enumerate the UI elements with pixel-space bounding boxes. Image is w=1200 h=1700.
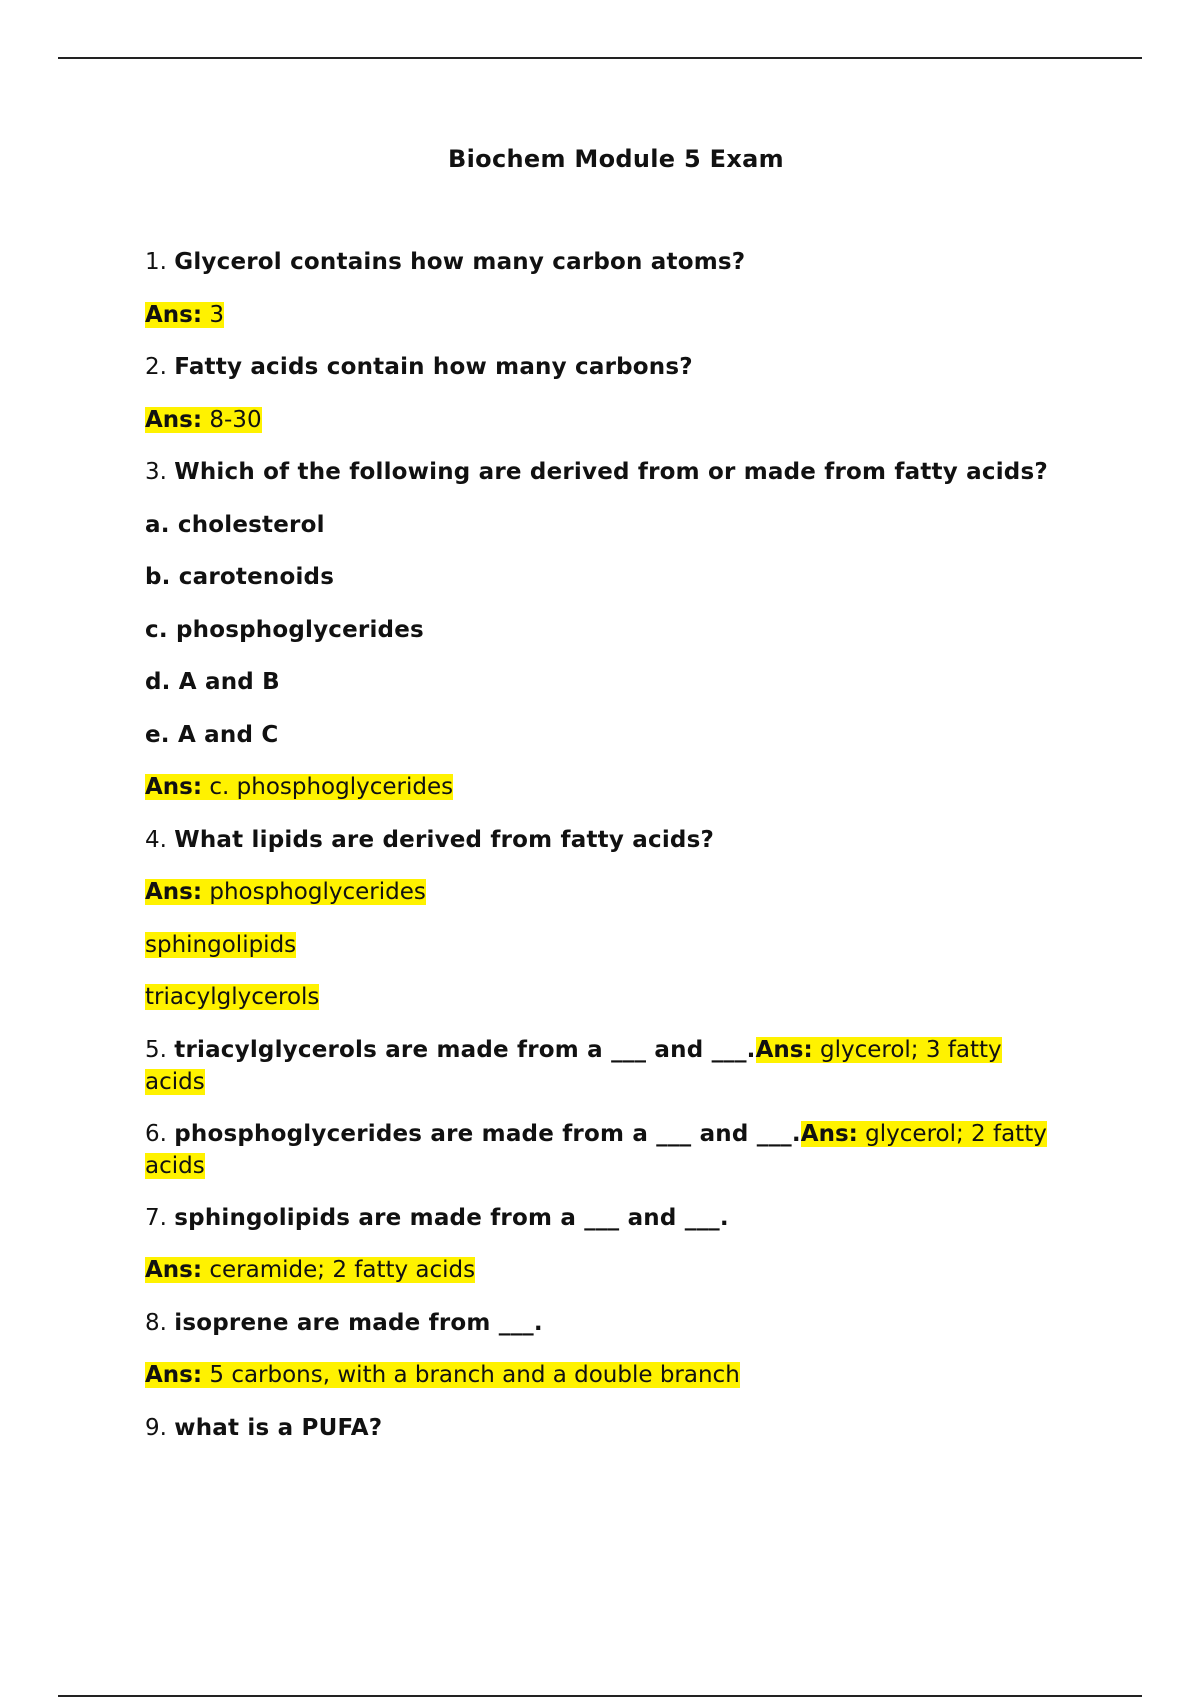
answer-label: Ans:: [145, 879, 203, 905]
answer-4-extra-1: [145, 929, 1105, 961]
question-text: What lipids are derived from fatty acids?: [174, 826, 715, 853]
option-b: b. carotenoids: [145, 564, 335, 590]
option-a: a. cholesterol: [145, 511, 325, 538]
question-number: 3.: [145, 459, 167, 485]
answer-text: glycerol; 2 fatty: [865, 1120, 1047, 1147]
answer-text: c. phosphoglycerides: [209, 774, 454, 800]
question-1: [145, 246, 1105, 278]
answer-3: [145, 771, 1105, 803]
answer-text: 3: [209, 301, 225, 328]
question-5: [145, 1034, 1105, 1098]
question-number: 2.: [145, 354, 167, 380]
question-text: phosphoglycerides are made from a ___ and ___.: [174, 1120, 801, 1147]
question-2: [145, 351, 1105, 383]
top-rule: [58, 57, 1142, 59]
answer-4-extra-2: [145, 981, 1105, 1013]
question-3: [145, 456, 1105, 488]
question-number: 9.: [145, 1414, 167, 1441]
question-9: [145, 1412, 1105, 1444]
option-d: d. A and B: [145, 669, 280, 695]
page-title: Biochem Module 5 Exam: [448, 145, 784, 173]
answer-text: triacylglycerols: [145, 984, 320, 1010]
answer-2: [145, 404, 1105, 436]
question-text: Which of the following are derived from or made from fatty acids?: [174, 459, 1048, 485]
answer-text: 5 carbons, with a branch and a double branch: [209, 1362, 740, 1388]
question-4: [145, 824, 1105, 856]
question-text: Glycerol contains how many carbon atoms?: [174, 249, 746, 275]
answer-1: [145, 299, 1105, 331]
question-text: triacylglycerols are made from a ___ and ___.: [174, 1036, 756, 1063]
answer-label: Ans:: [145, 406, 203, 433]
exam-body: [145, 246, 1105, 1464]
question-text: what is a PUFA?: [174, 1414, 383, 1441]
answer-text: 8-30: [209, 406, 262, 433]
answer-label: Ans:: [755, 1036, 813, 1063]
question-8: [145, 1307, 1105, 1339]
question-number: 4.: [145, 826, 167, 853]
answer-label: Ans:: [145, 1257, 203, 1283]
answer-text: phosphoglycerides: [209, 879, 426, 905]
answer-text-continued: acids: [145, 1152, 205, 1179]
option-e: e. A and C: [145, 721, 279, 748]
answer-label: Ans:: [145, 1362, 203, 1388]
question-number: 7.: [145, 1204, 167, 1231]
answer-text: ceramide; 2 fatty acids: [209, 1257, 476, 1283]
answer-label: Ans:: [145, 774, 203, 800]
answer-text: glycerol; 3 fatty: [819, 1036, 1002, 1063]
question-text: isoprene are made from ___.: [174, 1309, 543, 1336]
answer-4: [145, 876, 1105, 908]
bottom-rule: [58, 1695, 1142, 1697]
question-number: 1.: [145, 249, 167, 275]
question-number: 8.: [145, 1309, 167, 1336]
question-number: 6.: [145, 1120, 167, 1147]
answer-text: sphingolipids: [145, 931, 297, 958]
question-6: [145, 1118, 1105, 1182]
answer-label: Ans:: [800, 1120, 858, 1147]
answer-text-continued: acids: [145, 1068, 205, 1095]
option-c: c. phosphoglycerides: [145, 616, 424, 643]
question-number: 5.: [145, 1036, 167, 1063]
answer-label: Ans:: [145, 301, 203, 328]
question-7: [145, 1202, 1105, 1234]
question-text: Fatty acids contain how many carbons?: [174, 354, 693, 380]
question-text: sphingolipids are made from a ___ and ___.: [174, 1204, 729, 1231]
answer-8: [145, 1359, 1105, 1391]
answer-7: [145, 1254, 1105, 1286]
